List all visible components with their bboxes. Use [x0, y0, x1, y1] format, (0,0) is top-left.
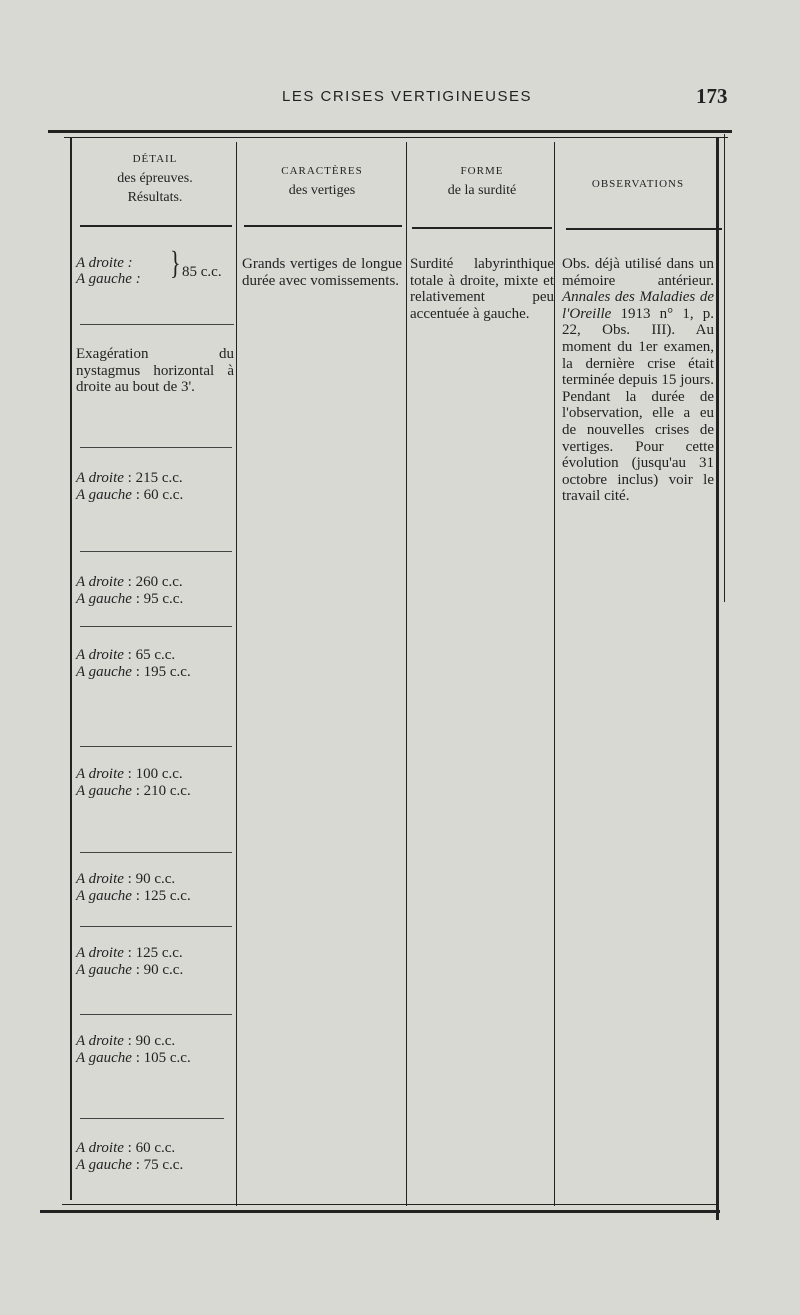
value-left: : 125 c.c.	[135, 887, 191, 904]
header-line: de la surdité	[447, 183, 517, 198]
detail-row	[76, 647, 234, 680]
detail-row	[76, 470, 234, 503]
label-right: A droite	[76, 1140, 124, 1156]
value-left: : 195 c.c.	[135, 663, 191, 680]
header-line: des vertiges	[288, 183, 356, 198]
row-separator	[80, 852, 232, 853]
table-bottom-rule-thin	[62, 1204, 718, 1205]
value-left: : 95 c.c.	[135, 590, 184, 607]
label-right: A droite	[76, 1033, 124, 1049]
column-divider-2	[406, 142, 407, 1206]
detail-first-right: A droite :	[76, 255, 133, 271]
column-header-detail	[76, 150, 234, 207]
column-header-forme	[410, 162, 554, 200]
row-separator	[80, 1118, 224, 1119]
value-left: : 75 c.c.	[135, 1156, 184, 1173]
value-right: : 100 c.c.	[127, 766, 183, 782]
forme-text: Surdité labyrinthique totale à droite, mixte et relativement peu accentuée à gauche.	[410, 256, 554, 322]
table-right-border	[716, 138, 719, 1220]
header-underline-3	[412, 227, 552, 229]
header-caps: FORME	[460, 165, 504, 177]
detail-row	[76, 766, 234, 799]
row-separator	[80, 626, 232, 627]
value-right: : 125 c.c.	[127, 945, 183, 961]
header-line: des épreuves.	[117, 171, 193, 186]
observations-journal: Annales des Maladies de l'Oreille	[562, 289, 714, 322]
label-right: A droite	[76, 945, 124, 961]
row-separator	[80, 447, 232, 448]
value-right: : 215 c.c.	[127, 470, 183, 486]
table-left-border	[70, 138, 72, 1200]
label-left: A gauche	[76, 961, 132, 978]
detail-row	[76, 1033, 234, 1066]
row-separator	[80, 926, 232, 927]
table-top-rule-thin	[64, 137, 728, 138]
header-caps: OBSERVATIONS	[591, 178, 685, 190]
observations-part2: 1913 n° 1, p. 22, Obs. III). Au moment du 1er examen, la dernière crise était terminée depuis 15 jours.	[562, 305, 714, 389]
label-right: A droite	[76, 871, 124, 887]
value-right: : 90 c.c.	[127, 1033, 176, 1049]
row-separator	[80, 324, 234, 325]
column-divider-3	[554, 142, 555, 1206]
header-caps: DÉTAIL	[132, 153, 178, 165]
header-underline-2	[244, 225, 402, 227]
caracteres-text: Grands vertiges de longue durée avec vomissements.	[242, 256, 402, 289]
label-left: A gauche	[76, 486, 132, 503]
column-divider-1	[236, 142, 237, 1206]
label-right: A droite	[76, 766, 124, 782]
header-caps: CARACTÈRES	[281, 165, 363, 177]
label-left: A gauche	[76, 1049, 132, 1066]
label-left: A gauche	[76, 663, 132, 680]
row-separator	[80, 551, 232, 552]
label-right: A droite	[76, 647, 124, 663]
value-left: : 90 c.c.	[135, 961, 184, 978]
value-left: : 105 c.c.	[135, 1049, 191, 1066]
value-right: : 90 c.c.	[127, 871, 176, 887]
label-right: A droite	[76, 470, 124, 486]
value-right: : 65 c.c.	[127, 647, 176, 663]
brace-icon: }	[170, 243, 181, 281]
table-bottom-rule	[40, 1210, 720, 1213]
header-line: Résultats.	[127, 190, 183, 205]
label-left: A gauche	[76, 782, 132, 799]
value-right: : 260 c.c.	[127, 574, 183, 590]
table-right-border-outer	[724, 134, 725, 602]
detail-first-left: A gauche :	[76, 271, 141, 287]
value-right: : 60 c.c.	[127, 1140, 176, 1156]
detail-row	[76, 1140, 234, 1173]
detail-row	[76, 871, 234, 904]
header-underline-1	[80, 225, 232, 227]
detail-row	[76, 574, 234, 607]
observations-part1: Obs. déjà utilisé dans un mémoire antérieur.	[562, 256, 714, 289]
label-left: A gauche	[76, 887, 132, 904]
row-separator	[80, 746, 232, 747]
row-separator	[80, 1014, 232, 1015]
header-underline-4	[566, 228, 722, 230]
detail-nystagmus: Exagération du nystagmus horizontal à droite au bout de 3'.	[76, 346, 234, 396]
page-number: 173	[696, 84, 728, 108]
label-right: A droite	[76, 574, 124, 590]
label-left: A gauche	[76, 1156, 132, 1173]
column-header-observations	[558, 175, 718, 194]
value-left: : 210 c.c.	[135, 782, 191, 799]
label-left: A gauche	[76, 590, 132, 607]
table-top-rule	[48, 130, 732, 133]
detail-first-value: 85 c.c.	[182, 264, 222, 280]
detail-row	[76, 945, 234, 978]
observations-text	[562, 256, 714, 505]
column-header-caracteres	[240, 162, 404, 200]
running-title: LES CRISES VERTIGINEUSES	[282, 88, 532, 105]
value-left: : 60 c.c.	[135, 486, 184, 503]
observations-part3: Pendant la durée de l'observation, elle a eu de nouvelles crises de vertiges. Pour cette évolution (jusqu'au 31 octobre inclus) voir le travail cité.	[562, 388, 714, 505]
